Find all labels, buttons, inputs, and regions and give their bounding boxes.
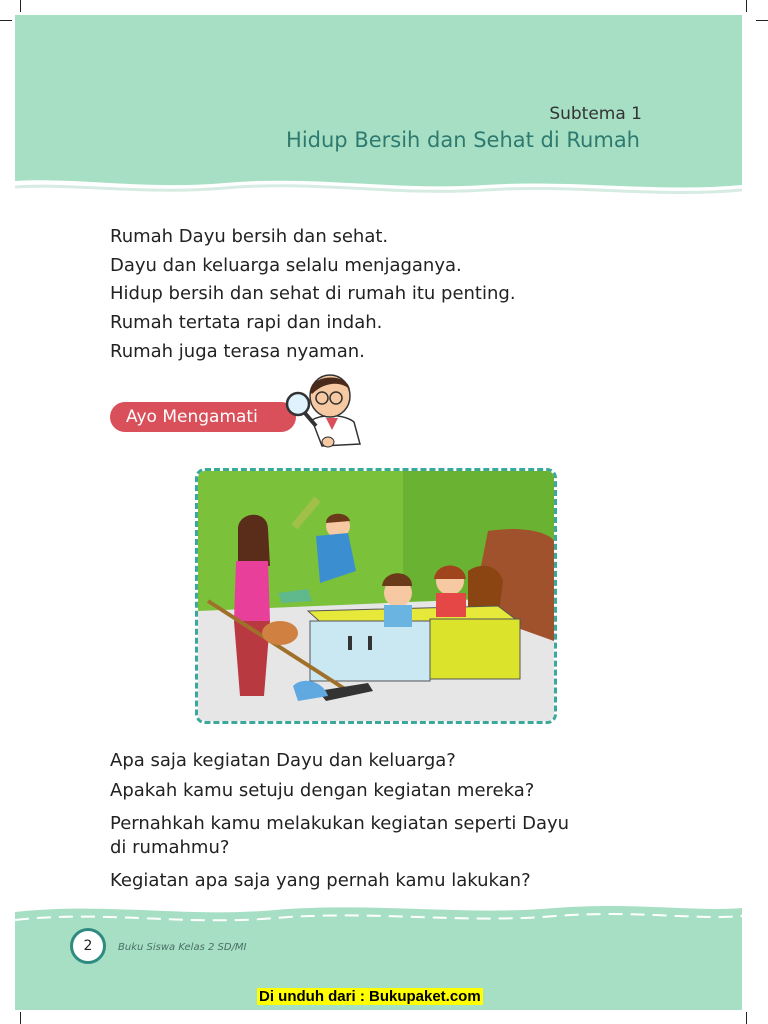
family-cleaning-illustration [198,471,554,721]
question-line: Apa saja kegiatan Dayu dan keluarga? [110,750,456,771]
crop-mark [0,20,12,21]
section-label: Ayo Mengamati [110,402,296,432]
question-line: Apakah kamu setuju dengan kegiatan mereka? [110,780,535,801]
book-title: Buku Siswa Kelas 2 SD/MI [118,942,247,953]
intro-paragraph [110,223,516,367]
intro-line: Dayu dan keluarga selalu menjaganya. [110,254,462,276]
crop-mark [746,0,747,12]
question-line: di rumahmu? [110,837,230,858]
magnifier-kid-icon [282,368,366,452]
crop-mark [746,1012,747,1024]
question-line: Kegiatan apa saja yang pernah kamu lakukan? [110,870,531,891]
intro-line: Rumah Dayu bersih dan sehat. [110,226,389,247]
page-number: 2 [70,928,106,964]
subtema-label: Subtema 1 [549,104,642,124]
crop-mark [20,1012,21,1024]
download-note: Di unduh dari : Bukupaket.com [259,988,481,1005]
crop-mark [20,0,21,12]
question-line: Pernahkah kamu melakukan kegiatan seperti Dayu [110,813,570,834]
crop-mark [756,20,768,21]
intro-line: Rumah juga terasa nyaman. [110,340,365,362]
page-title: Hidup Bersih dan Sehat di Rumah [286,128,640,152]
intro-line: Rumah tertata rapi dan indah. [110,312,383,334]
intro-line: Hidup bersih dan sehat di rumah itu penting. [110,283,516,305]
illustration-frame [195,468,557,724]
